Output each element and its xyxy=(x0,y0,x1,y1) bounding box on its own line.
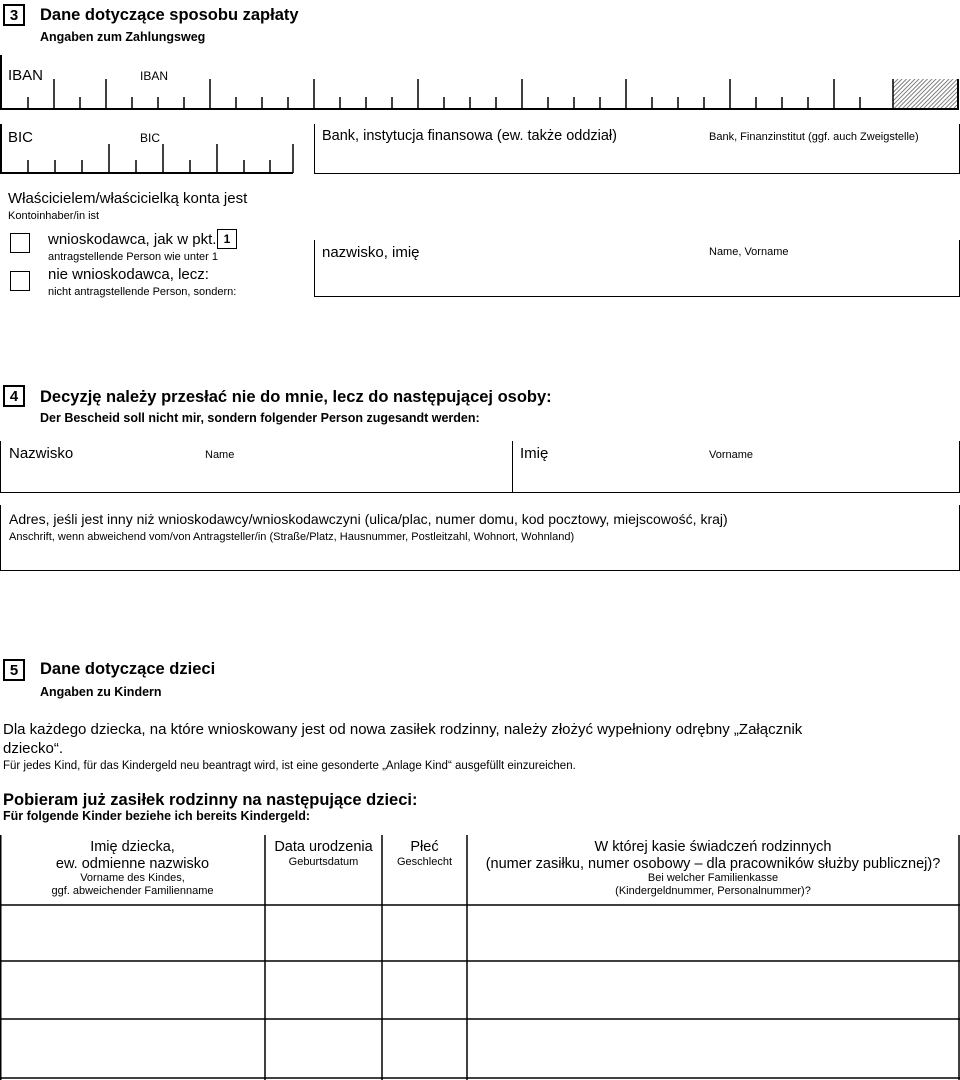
child-2-birthdate-input[interactable] xyxy=(266,963,381,1018)
bic-field[interactable] xyxy=(0,124,315,174)
section-4-number: 4 xyxy=(3,385,25,407)
child-annex-info-de: Für jedes Kind, für das Kindergeld neu beantragt wird, ist eine gesonderte „Anlage Kind“ ausgefüllt einzureichen. xyxy=(3,760,576,772)
surname-label: Nazwisko xyxy=(9,445,74,462)
section-1-reference-box: 1 xyxy=(217,229,237,249)
column-header-family-fund xyxy=(467,839,959,898)
child-1-birthdate-input[interactable] xyxy=(266,907,381,960)
iban-field[interactable] xyxy=(0,55,960,110)
child-annex-info: Dla każdego dziecka, na które wnioskowany jest od nowa zasiłek rodzinny, należy złożyć wypełniony odrębny „Załącznik xyxy=(3,721,803,738)
column-child-name-de-1: Vorname des Kindes, xyxy=(80,872,185,885)
column-header-birth-date xyxy=(265,839,382,868)
surname-label-de: Name xyxy=(205,449,235,461)
account-owner-heading-de: Kontoinhaber/in ist xyxy=(8,210,100,222)
child-1-gender-input[interactable] xyxy=(383,907,466,960)
child-2-name-input[interactable] xyxy=(2,963,264,1018)
column-gender-pl: Płeć xyxy=(410,839,439,855)
bank-label: Bank, instytucja finansowa (ew. także oddział) xyxy=(322,128,617,144)
column-family-fund-pl-1: W której kasie świadczeń rodzinnych xyxy=(594,839,832,855)
child-annex-info-line2: dziecko“. xyxy=(3,740,64,757)
child-3-name-input[interactable] xyxy=(2,1021,264,1077)
child-2-fund-input[interactable] xyxy=(468,963,958,1018)
column-child-name-pl-1: Imię dziecka, xyxy=(90,839,175,855)
child-3-fund-input[interactable] xyxy=(468,1021,958,1077)
section-5-title: Dane dotyczące dzieci xyxy=(40,660,216,678)
owner-applicant-label: wnioskodawca, jak w pkt. xyxy=(48,231,217,248)
owner-applicant-checkbox[interactable] xyxy=(10,233,30,253)
owner-other-label: nie wnioskodawca, lecz: xyxy=(48,266,209,283)
owner-name-label-de: Name, Vorname xyxy=(709,246,789,258)
bic-label-de: BIC xyxy=(140,131,161,145)
column-header-gender xyxy=(382,839,467,868)
column-family-fund-de-2: (Kindergeldnummer, Personalnummer)? xyxy=(615,884,811,897)
owner-name-field[interactable] xyxy=(314,240,960,297)
bank-label-de: Bank, Finanzinstitut (ggf. auch Zweigstelle) xyxy=(709,131,919,143)
iban-label: IBAN xyxy=(8,67,44,84)
child-1-fund-input[interactable] xyxy=(468,907,958,960)
column-birth-date-pl: Data urodzenia xyxy=(274,839,373,855)
existing-children-heading-de: Für folgende Kinder beziehe ich bereits Kindergeld: xyxy=(3,809,310,823)
column-birth-date-de: Geburtsdatum xyxy=(288,855,359,868)
recipient-firstname-field[interactable] xyxy=(512,441,960,493)
bank-field[interactable] xyxy=(314,124,960,174)
iban-label-de: IBAN xyxy=(140,69,169,83)
owner-applicant-label-de: antragstellende Person wie unter 1 xyxy=(48,251,218,263)
children-table xyxy=(0,835,960,1080)
section-4-subtitle: Der Bescheid soll nicht mir, sondern folgender Person zugesandt werden: xyxy=(40,411,480,425)
address-label-de: Anschrift, wenn abweichend vom/von Antragsteller/in (Straße/Platz, Hausnummer, Postleitzahl, Wohnort, Wohnland) xyxy=(9,531,575,543)
recipient-address-field[interactable] xyxy=(0,505,960,571)
column-family-fund-de-1: Bei welcher Familienkasse xyxy=(647,872,779,885)
child-3-gender-input[interactable] xyxy=(383,1021,466,1077)
section-4-title: Decyzję należy przesłać nie do mnie, lecz do następującej osoby: xyxy=(40,388,552,406)
section-5-subtitle: Angaben zu Kindern xyxy=(40,685,162,699)
owner-name-label: nazwisko, imię xyxy=(322,244,420,261)
section-3-number: 3 xyxy=(3,4,25,26)
account-owner-heading: Właścicielem/właścicielką konta jest xyxy=(8,190,248,207)
column-family-fund-pl-2: (numer zasiłku, numer osobowy – dla pracowników służby publicznej)? xyxy=(485,855,941,872)
firstname-label: Imię xyxy=(520,445,549,462)
column-child-name-pl-2: ew. odmienne nazwisko xyxy=(55,855,210,872)
child-1-name-input[interactable] xyxy=(2,907,264,960)
owner-other-checkbox[interactable] xyxy=(10,271,30,291)
owner-other-label-de: nicht antragstellende Person, sondern: xyxy=(48,286,237,298)
column-child-name-de-2: ggf. abweichender Familienname xyxy=(51,884,214,897)
child-3-birthdate-input[interactable] xyxy=(266,1021,381,1077)
child-2-gender-input[interactable] xyxy=(383,963,466,1018)
recipient-surname-field[interactable] xyxy=(0,441,513,493)
section-3-title: Dane dotyczące sposobu zapłaty xyxy=(40,6,299,24)
section-5-number: 5 xyxy=(3,659,25,681)
column-gender-de: Geschlecht xyxy=(396,855,453,868)
section-3-subtitle: Angaben zum Zahlungsweg xyxy=(40,30,206,44)
address-label: Adres, jeśli jest inny niż wnioskodawcy/wnioskodawczyni (ulica/plac, numer domu, kod pocztowy, miejscowość, kraj) xyxy=(9,511,728,527)
existing-children-heading: Pobieram już zasiłek rodzinny na następujące dzieci: xyxy=(3,791,418,809)
firstname-label-de: Vorname xyxy=(709,449,754,461)
column-header-child-name xyxy=(0,839,265,898)
bic-label: BIC xyxy=(8,129,34,146)
